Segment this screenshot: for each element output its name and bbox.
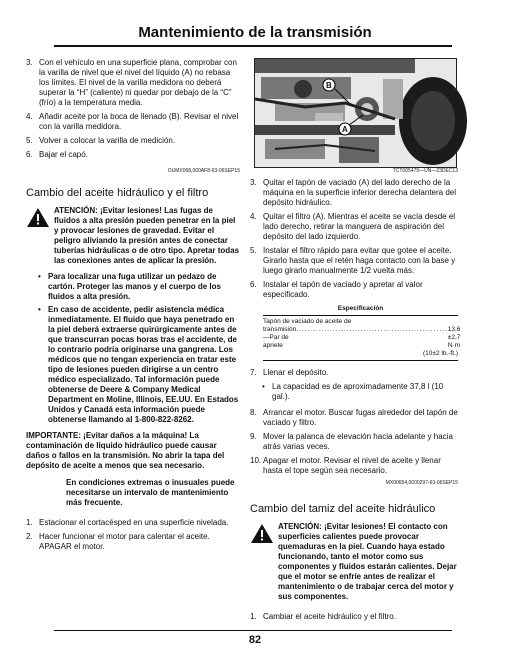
step-item (250, 212, 458, 242)
step-text: Arrancar el motor. Buscar fugas alrededor del tapón de vaciado y filtro. (263, 408, 458, 427)
step-item (26, 112, 240, 132)
step-text: Estacionar el cortacésped en una superficie nivelada. (39, 518, 229, 527)
steps-list (26, 58, 240, 160)
callout-a: A (342, 125, 348, 134)
left-column (26, 58, 240, 556)
warning-text-2: ATENCIÓN: ¡Evitar lesiones! El contacto con superficies calientes puede provocar quemaduras en la piel. Cuando haya estado funcionando, tanto el motor como sus componentes y fluidos estarán calientes. Dejar que el motor se enfríe antes de realizar el mantenimiento o de trabajar cerca del motor y sus componentes. (278, 522, 457, 601)
page-title: Mantenimiento de la transmisión (138, 24, 372, 41)
warning-triangle-icon (250, 523, 274, 544)
spec-value: 13,6 ±2,7 N·m (447, 326, 461, 349)
step-text: Hacer funcionar el motor para calentar el aceite. APAGAR el motor. (39, 532, 210, 551)
spec-line-3: (10±2 lb.-ft.) (423, 350, 458, 357)
step-item (250, 246, 458, 276)
step-text: Apagar el motor. Revisar el nivel de aceite y llenar hasta el tope según sea necesario. (263, 456, 441, 475)
spec-dot-leader: ...................................................... (296, 326, 448, 333)
warning-triangle-icon (26, 207, 50, 228)
reference-code-2: MX00654,0000297-63-06SEP15 (385, 480, 458, 486)
steps-list-right (250, 178, 458, 300)
steps-list-right-b (250, 408, 458, 476)
step-number: 5. (250, 246, 257, 255)
right-column (250, 168, 461, 626)
step-item (26, 58, 240, 108)
bullet-dot: • (38, 272, 41, 281)
section-title-oil-filter: Cambio del aceite hidráulico y el filtro (26, 187, 209, 199)
step-number: 5. (26, 136, 33, 145)
bullet-text: En caso de accidente, pedir asistencia médica inmediatamente. El fluido que haya penetrado en la piel deberá extraerse quirúrgicamente antes de que transcurran pocas horas tras el accidente, de lo contrario podría originarse una gangrena. Los médicos que no tengan experiencia en tratar este tipo de lesiones pueden dirigirse a un centro médico especializado. Tal información puede obtenerse de Deere & Company Medical Department en Moline, Illinois, EE.UU. En Estados Unidos y Canadá esta información puede obtenerse llamando al 1-800-822-8262. (48, 305, 239, 424)
important-notice: IMPORTANTE: ¡Evitar daños a la máquina! La contaminación de líquido hidráulico puede causar daños o fallos en la transmisión. No abrir la tapa del depósito de aceite a menos que sea necesario. (26, 431, 225, 470)
step-text: Bajar el capó. (39, 150, 88, 159)
spec-line-1: Tapón de vaciado de aceite de (263, 318, 352, 325)
step-1-strainer: 1. Cambiar el aceite hidráulico y el filtro. (250, 612, 396, 621)
step-text: Añadir aceite por la boca de llenado (B). Revisar el nivel con la varilla medidora. (39, 112, 239, 131)
step-text: Volver a colocar la varilla de medición. (39, 136, 176, 145)
step-item (250, 408, 458, 428)
capacity-bullet: • La capacidad es de aproximadamente 37,8 l (10 gal.). (262, 382, 444, 401)
header-rule (54, 45, 452, 47)
step-text: Instalar el filtro rápido para evitar que gotee el aceite. Girarlo hasta que el retén haga contacto con la base y luego girarlo manualmente 1/2 vuelta más. (263, 246, 456, 275)
reference-code: OUMX068,000AF8-63-06SEP15 (167, 168, 240, 174)
step-item (26, 150, 240, 160)
spec-rule (263, 315, 458, 316)
warning-block (26, 206, 240, 266)
bullet-item (26, 305, 240, 425)
important-notice-2: En condiciones extremas o inusuales puede necesitarse un intervalo de mantenimiento más frecuente. (66, 478, 235, 507)
step-number: 3. (250, 178, 257, 187)
step-number: 3. (26, 58, 33, 67)
step-7: 7. Llenar el depósito. (250, 368, 329, 377)
callout-b: B (326, 81, 332, 90)
section-title-strainer: Cambio del tamiz del aceite hidráulico (250, 503, 436, 515)
step-number: 9. (250, 432, 257, 441)
spec-rule-bottom (263, 360, 458, 361)
step-text: Quitar el tapón de vaciado (A) del lado derecho de la máquina en la superficie inferior derecha delantera del depósito hidráulico. (263, 178, 457, 207)
warning-text: ATENCIÓN: ¡Evitar lesiones! Las fugas de fluidos a alta presión pueden penetrar en la piel y provocar lesiones de gravedad. Evitar el peligro aliviando la presión antes de conectar tuberías hidráulicas o de otro tipo. Apretar todas las conexiones antes de aplicar la presión. (54, 206, 240, 265)
bullet-dot: • (38, 305, 41, 314)
step-number: 10. (250, 456, 262, 465)
step-item (250, 432, 458, 452)
step-number: 4. (26, 112, 33, 121)
step-item (26, 136, 240, 146)
transmission-photo (254, 58, 457, 168)
spec-line-2 (263, 326, 461, 350)
photo-reference: TCT005479—UN—23DEC13 (392, 168, 458, 174)
specification-title: Especificación (337, 305, 384, 312)
step-item (250, 178, 458, 208)
step-number: 6. (250, 280, 257, 289)
step-number: 6. (26, 150, 33, 159)
footer-rule (54, 630, 452, 631)
specification-block (250, 304, 461, 361)
bullet-item (26, 272, 240, 302)
step-number: 8. (250, 408, 257, 417)
step-text: Instalar el tapón de vaciado y apretar al valor especificado. (263, 280, 423, 299)
step-item (26, 518, 240, 528)
step-text: Quitar el filtro (A). Mientras el aceite se vacía desde el lado derecho, retirar la manguera de aspiración del depósito del lado izquierdo. (263, 212, 456, 241)
page-number: 82 (248, 634, 262, 646)
steps-list-bottom (26, 518, 240, 552)
step-item (250, 280, 458, 300)
step-number: 2. (26, 532, 33, 541)
step-text: Con el vehículo en una superficie plana, comprobar con la varilla de nivel que el nivel del líquido (A) no rebasa los límites. El nivel de la varilla medidora no deberá superar la “H” (caliente) ni quedar por debajo de la “C” (frío) a la temperatura media. (39, 58, 237, 107)
warning-bullets (26, 272, 240, 425)
bullet-text: Para localizar una fuga utilizar un pedazo de cartón. Proteger las manos y el cuerpo de los fluidos a alta presión. (48, 272, 221, 301)
step-number: 1. (26, 518, 33, 527)
step-item (250, 456, 458, 476)
warning-block-2 (250, 522, 458, 602)
spec-label: transmisión—Par de apriete (263, 326, 297, 349)
step-number: 4. (250, 212, 257, 221)
step-text: Mover la palanca de elevación hacia adelante y hacia atrás varias veces. (263, 432, 453, 451)
step-item (26, 532, 240, 552)
